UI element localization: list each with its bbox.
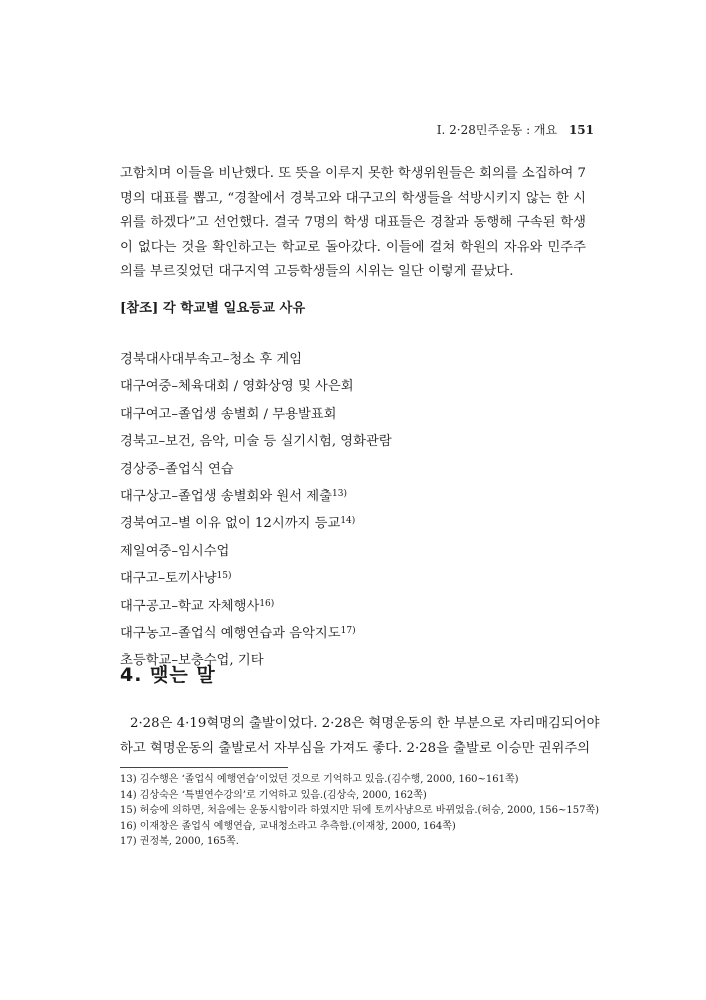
list-item: 대구고–토끼사냥$^{15)}$ xyxy=(120,571,232,587)
footnote: 16) 이재창은 졸업식 예행연습, 교내청소라고 추측함.(이재창, 2000, 164쪽) xyxy=(120,820,456,832)
list-item: 경북대사대부속고–청소 후 게임 xyxy=(120,352,303,367)
footnote: 13) 김수행은 ‘졸업식 예행연습’이었던 것으로 기억하고 있음.(김수행, 2000, 160~161쪽) xyxy=(120,774,519,785)
paragraph-line: 명의 대표를 뽑고, “경찰에서 경북고와 대구고의 학생들을 석방시키지 않는 한 시 xyxy=(120,190,586,206)
page-number: 151 xyxy=(568,123,594,137)
list-item: 경북여고–별 이유 없이 12시까지 등교$^{14)}$ xyxy=(120,516,356,532)
paragraph-line: 이 없다는 것을 확인하고는 학교로 돌아갔다. 이들에 걸쳐 학원의 자유와 민주주 xyxy=(120,239,586,255)
list-item: 경상중–졸업식 연습 xyxy=(120,461,234,477)
list-item: 대구여중–체육대회 / 영화상영 및 사은회 xyxy=(120,379,354,395)
list-item: 대구상고–졸업생 송별회와 원서 제출$^{13)}$ xyxy=(120,489,347,505)
list-item: 경북고–보건, 음악, 미술 등 실기시험, 영화관람 xyxy=(120,434,392,450)
footnote-divider xyxy=(120,767,288,768)
body-paragraph-2 xyxy=(120,712,600,761)
footnote-ref: 15) xyxy=(216,571,232,582)
list-item: 대구공고–학교 자체행사$^{16)}$ xyxy=(120,598,275,614)
running-header xyxy=(437,121,594,138)
running-title: Ⅰ. 2·28민주운동 : 개요 xyxy=(436,123,558,137)
list-item: 대구농고–졸업식 예행연습과 음악지도$^{17)}$ xyxy=(120,626,356,642)
paragraph-line: 고함치며 이들을 비난했다. 또 뜻을 이루지 못한 학생위원들은 회의를 소집하여 7 xyxy=(120,166,586,181)
footnote: 15) 허승에 의하면, 처음에는 운동시합이라 하였지만 뒤에 토끼사냥으로 바뀌었음.(허승, 2000, 156~157쪽) xyxy=(120,805,600,817)
footnote: 17) 권정복, 2000, 165쪽. xyxy=(120,836,239,848)
footnote-ref: 17) xyxy=(340,626,356,637)
paragraph-line: 의를 부르짖었던 대구지역 고등학생들의 시위는 일단 이렇게 끝났다. xyxy=(120,264,514,279)
footnotes xyxy=(120,772,599,850)
body-paragraph-1 xyxy=(120,162,586,285)
paragraph-line: 하고 혁명운동의 출발로서 자부심을 가져도 좋다. 2·28을 출발로 이승만 권위주의 xyxy=(120,740,591,756)
footnote-ref: 14) xyxy=(340,516,356,527)
footnote: 14) 김상숙은 ‘특별연수강의’로 기억하고 있음.(김상숙, 2000, 162쪽) xyxy=(120,789,427,801)
paragraph-line: 위를 하겠다”고 선언했다. 결국 7명의 학생 대표들은 경찰과 동행해 구속된 학생 xyxy=(120,215,586,230)
footnote-ref: 13) xyxy=(332,489,347,500)
list-item: 초등학교–보충수업, 기타 xyxy=(120,653,264,669)
footnote-ref: 16) xyxy=(259,598,275,609)
section-heading: 4. 맺는 말 xyxy=(120,664,216,686)
school-reason-list xyxy=(120,345,392,674)
list-item: 제일여중–임시수업 xyxy=(120,543,230,559)
list-item: 대구여고–졸업생 송별회 / 무용발표회 xyxy=(120,406,337,422)
paragraph-line: 2·28은 4·19혁명의 출발이었다. 2·28은 혁명운동의 한 부분으로 자리매김되어야 xyxy=(130,716,600,731)
reference-heading: [참조] 각 학교별 일요등교 사유 xyxy=(120,301,306,316)
